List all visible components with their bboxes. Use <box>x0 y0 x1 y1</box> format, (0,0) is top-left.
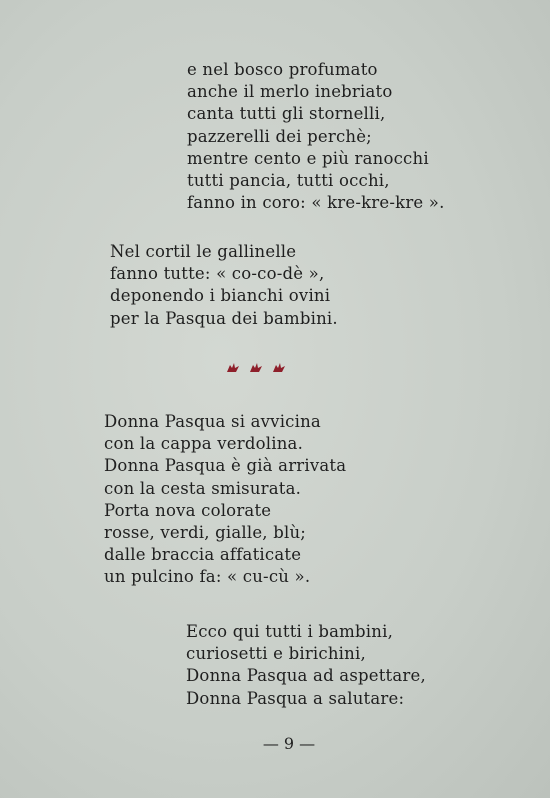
verse-line: Donna Pasqua a salutare: <box>186 688 405 708</box>
verse-line: pazzerelli dei perchè; <box>187 126 372 146</box>
verse-line: Ecco qui tutti i bambini, <box>186 622 394 641</box>
page-number: — 9 — <box>262 734 316 753</box>
verse-line: mentre cento e più ranocchi <box>187 148 429 168</box>
verse-line: e nel bosco profumato <box>187 60 378 79</box>
verse-line: fanno in coro: « kre-kre-kre ». <box>187 193 445 213</box>
verse-line: per la Pasqua dei bambini. <box>110 308 338 328</box>
verse-line: Porta nova colorate <box>104 500 272 520</box>
stanza-1 <box>187 59 445 214</box>
verse-line: dalle braccia affaticate <box>104 545 302 565</box>
verse-line: Nel cortil le gallinelle <box>110 242 297 261</box>
stanza-3 <box>104 411 346 589</box>
verse-line: deponendo i bianchi ovini <box>110 286 331 306</box>
verse-line: curiosetti e birichini, <box>186 644 366 664</box>
verse-line: con la cesta smisurata. <box>104 478 302 498</box>
verse-line: Donna Pasqua è già arrivata <box>104 456 347 476</box>
verse-line: un pulcino fa: « cu-cù ». <box>104 567 311 587</box>
section-ornament <box>226 359 286 371</box>
verse-line: Donna Pasqua ad aspettare, <box>186 666 426 686</box>
verse-line: Donna Pasqua si avvicina <box>104 412 321 431</box>
verse-line: tutti pancia, tutti occhi, <box>187 171 390 191</box>
verse-line: con la cappa verdolina. <box>104 434 304 454</box>
verse-line: canta tutti gli stornelli, <box>187 104 386 124</box>
verse-line: rosse, verdi, gialle, blù; <box>104 523 307 543</box>
stanza-2 <box>110 241 338 330</box>
red-leaf-ornament-icon <box>226 359 240 371</box>
red-leaf-ornament-icon <box>272 359 286 371</box>
stanza-4 <box>186 621 426 710</box>
verse-line: anche il merlo inebriato <box>187 82 393 102</box>
red-leaf-ornament-icon <box>249 359 263 371</box>
verse-line: fanno tutte: « co-co-dè », <box>110 264 325 284</box>
